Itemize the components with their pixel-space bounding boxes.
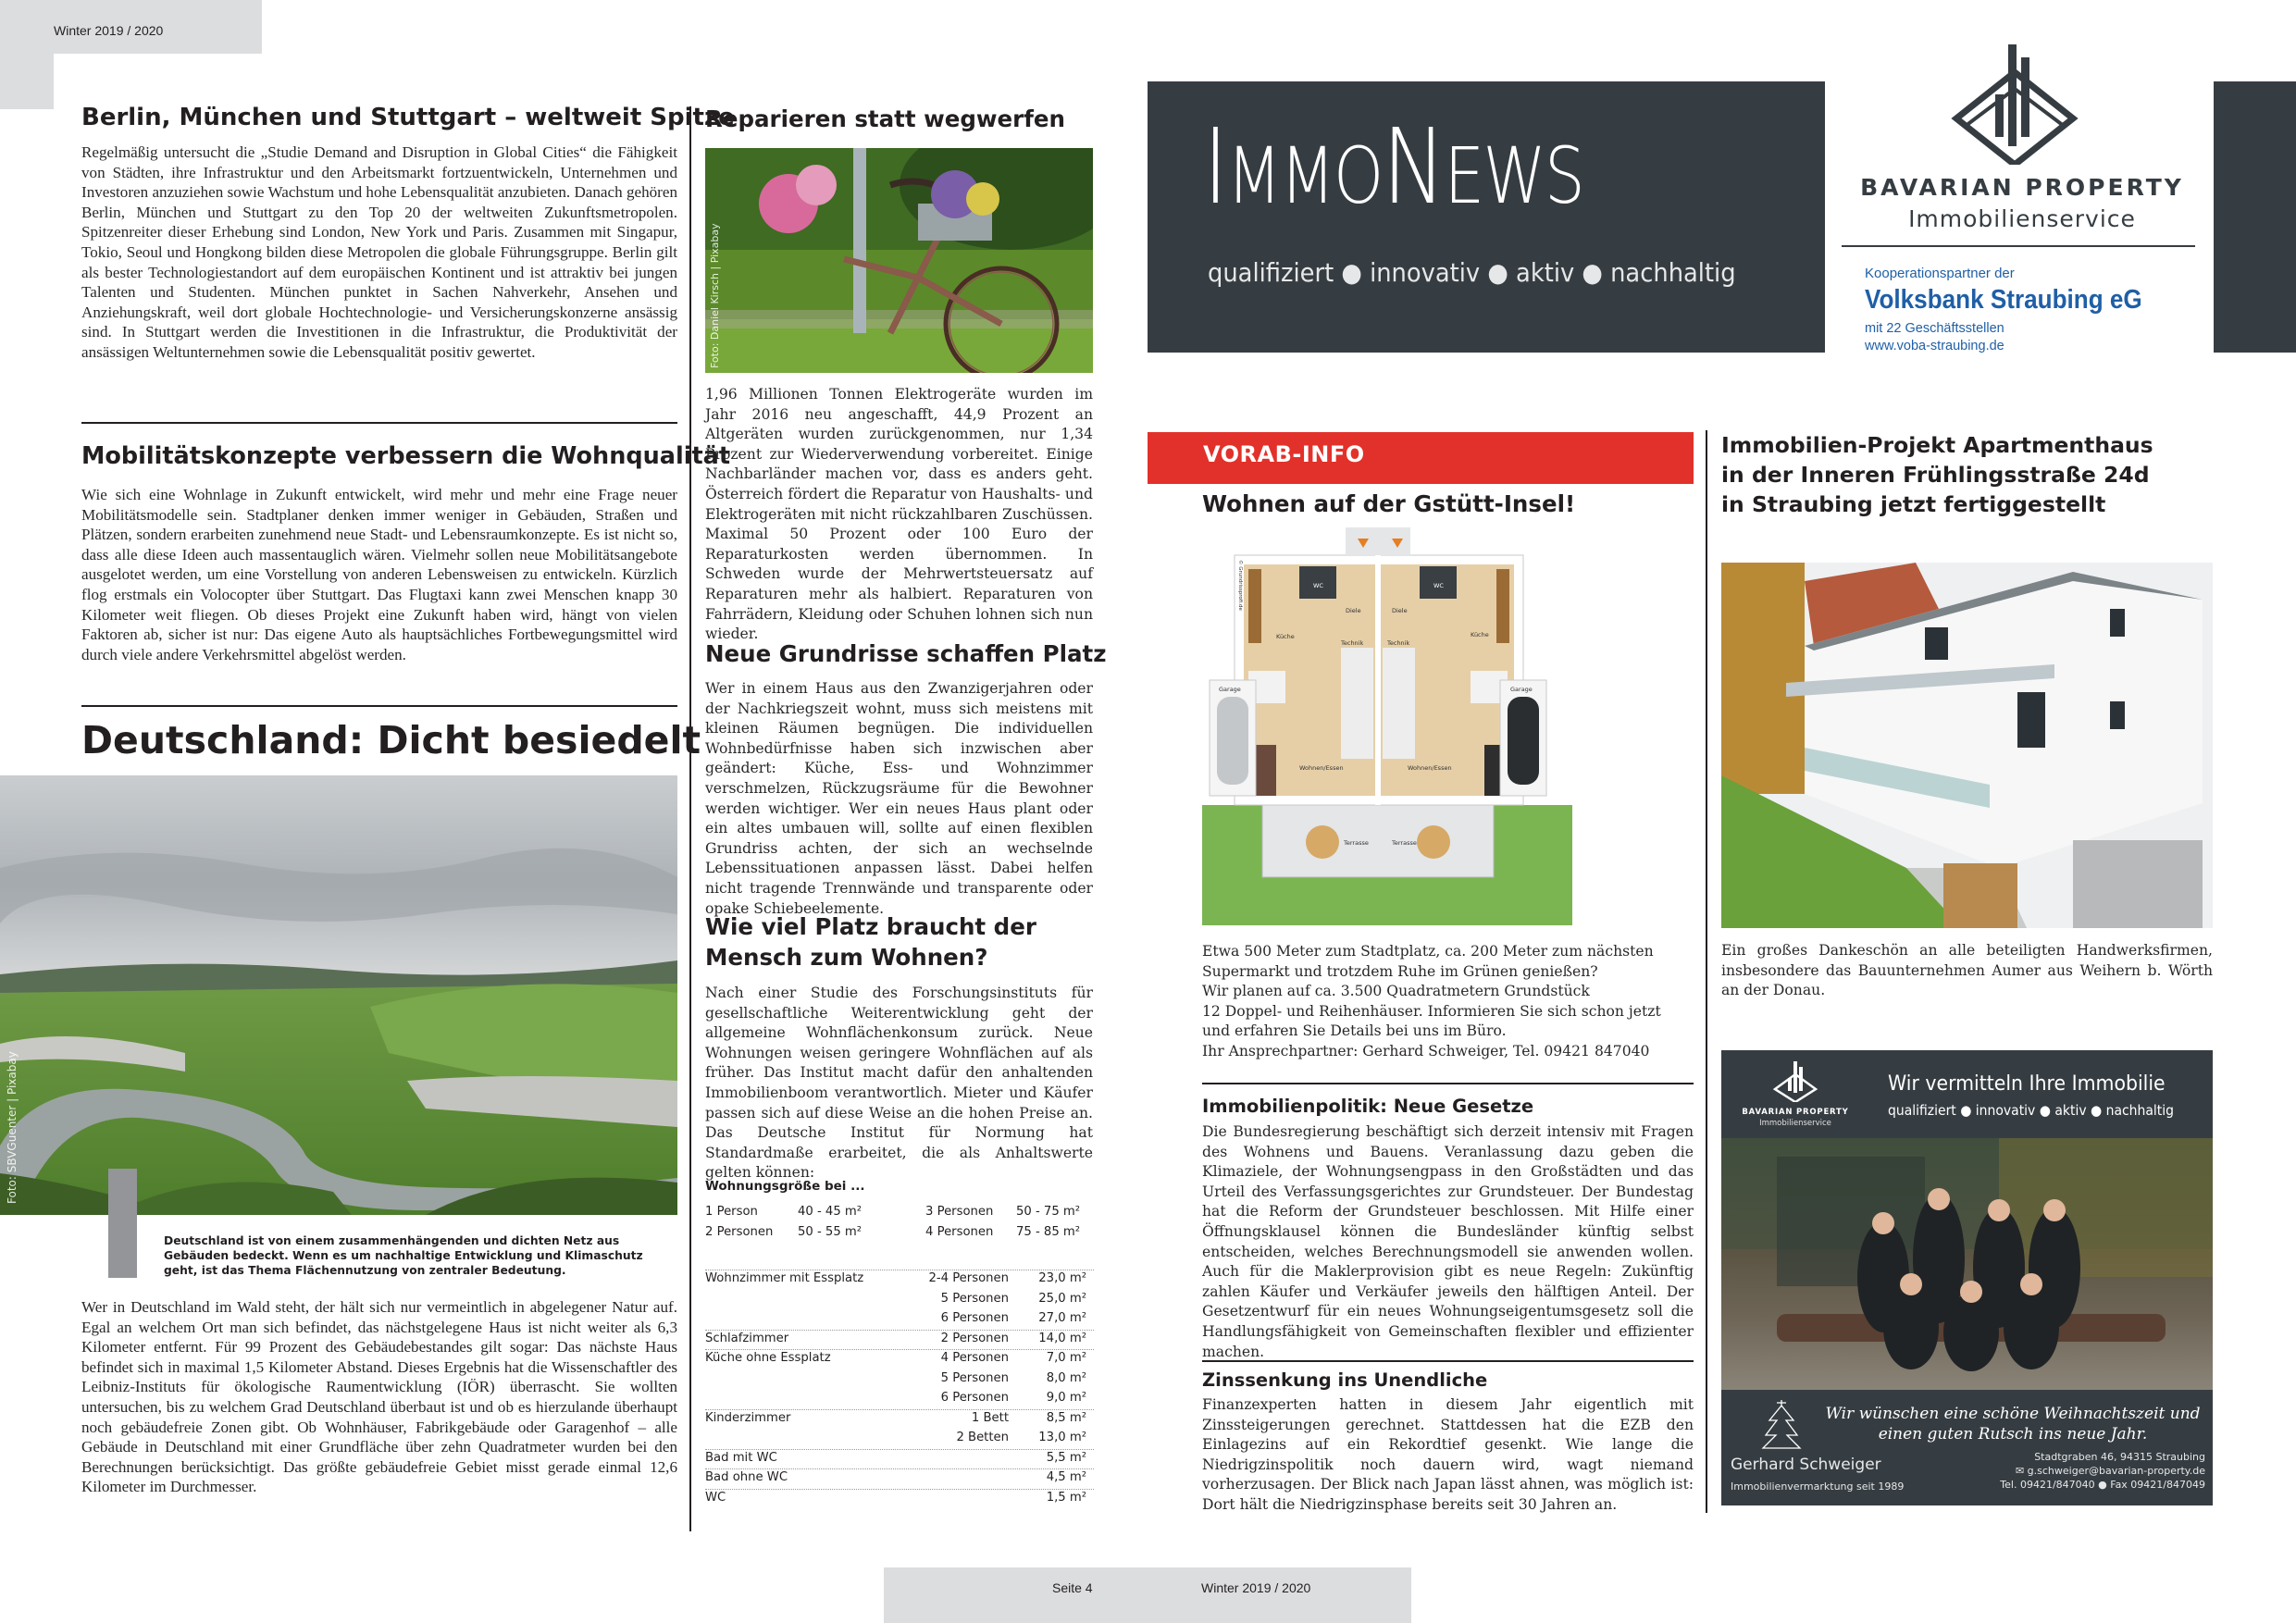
vorab-body-line: Ihr Ansprechpartner: Gerhard Schweiger, Tel. 09421 847040 [1202,1042,1650,1059]
brand-name: BAVARIAN PROPERTY [1860,174,2184,201]
partner-branches: mit 22 Geschäftsstellen [1865,321,2004,336]
footer-bar [884,1567,1411,1623]
area-cell: 4,5 m² [1046,1470,1086,1484]
column-divider [1706,430,1707,967]
table-row [705,1371,1094,1392]
vorab-body-line: 12 Doppel- und Reihenhäuser. Informieren Sie sich schon jetzt [1202,1002,1661,1020]
caption-accent-bar [108,1169,137,1278]
plan-copyright: © Grundrissprofi.de [1237,560,1243,611]
persons-cell: 1 Person [705,1205,758,1219]
photo-caption: Deutschland ist von einem zusammenhängenden und dichten Netz aus Gebäuden bedeckt. Wenn es um nachhaltige Entwicklung und Klimaschutz geht, ist das Thema Flächennutzung von zentraler Bedeutung. [164,1234,643,1277]
room-cell: Wohnzimmer mit Essplatz [705,1271,864,1285]
photo-credit: Foto: SBVGuenter | Pixabay [6,1051,19,1204]
ad-contact-details [2000,1450,2205,1492]
article-title-space [705,911,1036,973]
area-cell: 7,0 m² [1046,1351,1086,1365]
bavarian-property-logo-icon [1936,44,2093,165]
article-body-repair: 1,96 Millionen Tonnen Elektrogeräte wurden im Jahr 2016 neu angeschafft, 44,9 Prozent an Altgeräten wurden zurückgenommen, nur 1,34 Prozent zur Wiederverwendung vorbereitet. Einige Nachbarländer machen vor, dass es anders geht. Österreich fördert die Reparatur von Haushalts- und Elektrogeräten mit nicht rückzahlbaren Zuschüssen. Maximal 50 Prozent oder 100 Euro der Reparaturkosten werden übernommen. In Schweden wurde der Mehrwertsteuersatz auf Reparaturen mehr als halbiert. Reparaturen von Fahrrädern, Kleidung oder Schuhen lohnen sich nun wieder. [705,386,1093,643]
ad-phone-fax: Tel. 09421/847040 ● Fax 09421/847049 [2000,1479,2205,1491]
article-body-deutschland: Wer in Deutschland im Wald steht, der hält sich nur vermeintlich in abgelegener Natur auf. Egal an welchem Ort man sich befindet, das nächstgelegene Haus ist nicht weiter als 6,3 Kilometer entfernt. Für 99 Prozent des Gebäudebestandes gilt sogar: Das nächste Haus befindet sich in maximal 1,5 Kilometer Abstand. Dieses Ergebnis hat die Wissenschaftler des Leibniz-Instituts für ökologische Raumentwicklung (IÖR) überrascht. Sie wollten untersuchen, bis zu welchem Grad Deutschland überbaut ist und ob es hierzulande überhaupt noch gebäudefreie Zonen gibt. Ob Wohnhäuser, Fabrikgebäude oder Garagenhof – alle Gebäude in Deutschland mit einer Grundfläche über zehn Quadratmeter wurden bei den Berechnungen berücksichtigt. Das größte gebäudefreie Gebiet misst gerade einmal 12,6 Kilometer im Durchmesser. [81,1298,677,1496]
politics-body: Die Bundesregierung beschäftigt sich derzeit intensiv mit Fragen des Wohnens und Bauens. Veranlassung dazu geben die Klimaziele, der Wohnungsengpass in den Großstädten und das Urteil des Verfassungsgerichtes zur Grundsteuer. Der Bundestag hat die Reform der Grundsteuer beschlossen. Mit Hilfe einer Öffnungsklausel können die Bundesländer künftig selbst entscheiden, welches Berechnungsmodell sie anwenden wollen. Auch für die Maklerprovision gibt es neue Regeln: Zukünftig zahlen Käufer und Verkäufer jeweils den hälftigen Anteil. Der Gesetzentwurf für ein neues Wohnungseigentumsgesetz soll die Handlungsfähigkeit von Gemeinschaften flexibler und effizienter machen. [1202,1123,1694,1360]
article-title-repair: Reparieren statt wegwerfen [705,105,1065,132]
article-title-floorplans: Neue Grundrisse schaffen Platz [705,640,1107,667]
table-row [705,1205,1094,1225]
ad-contact-since: Immobilienvermarktung seit 1989 [1731,1481,1905,1493]
project-title-line1: Immobilien-Projekt Apartmenthaus [1721,432,2153,458]
ad-headline: Wir vermitteln Ihre Immobilie [1888,1072,2166,1096]
row-separator [705,1330,1094,1331]
christmas-tree-icon [1760,1398,1803,1450]
plan-label-kitchen: Küche [1471,631,1489,638]
article-body-floorplans: Wer in einem Haus aus den Zwanzigerjahren oder der Nachkriegszeit wohnt, muss sich meistens mit kleinen Räumen begnügen. Die individuellen Wohnbedürfnisse haben sich inzwischen aber geändert: Küche, Ess- und Wohnzimmer verschmelzen, Rückzugsräume für die Bewohner werden wichtiger. Wer ein neues Haus plant oder ein altes umbauen will, sollte auf einen flexiblen Grundriss achten, der sich an wechselnde Lebenssituationen anpassen lässt. Dabei helfen nicht tragende Trennwände und transparente oder opake Schiebeelemente. [705,680,1093,917]
occupancy-cell: 5 Personen [940,1370,1009,1385]
occupancy-cell: 4 Personen [940,1351,1009,1365]
section-rule [81,705,677,707]
plan-label-garage: Garage [1510,686,1533,693]
ad-greeting-line2: einen guten Rutsch ins neue Jahr. [1878,1425,2148,1443]
brand-subtitle: Immobilienservice [1908,205,2136,232]
article-body-space: Nach einer Studie des Forschungsinstituts für gesellschaftliche Weiterentwicklung geht der allgemeine Wohnflächenkonsum zurück. Neue Wohnungen weisen geringere Wohnflächen auf als früher. Das Institut macht dafür den anhaltenden Immobilienboom verantwortlich. Mieter und Käufer passen sich auf diese Weise an die hohen Preise an. Das Deutsche Institut für Normung hat Standardmaße erarbeitet, die als Anhaltswerte gelten können: [705,985,1093,1182]
table-row [705,1411,1094,1431]
area-cell: 50 - 75 m² [1016,1205,1081,1219]
table-title: Wohnungsgröße bei ... [705,1179,865,1194]
ad-email[interactable]: g.schweiger@bavarian-property.de [2027,1465,2205,1477]
room-cell: Bad ohne WC [705,1470,788,1484]
plan-label-living: Wohnen/Essen [1299,764,1344,772]
table-row [705,1491,1094,1511]
row-separator [705,1468,1094,1469]
occupancy-cell: 6 Personen [940,1391,1009,1405]
vorab-body [1202,942,1702,1062]
plan-label-wc: WC [1313,582,1323,589]
occupancy-cell: 1 Bett [971,1410,1009,1425]
area-cell: 25,0 m² [1038,1291,1086,1306]
area-cell: 8,5 m² [1046,1410,1086,1425]
area-cell: 14,0 m² [1038,1331,1086,1345]
occupancy-cell: 2 Betten [956,1431,1009,1444]
ad-greeting [1823,1404,2203,1444]
area-cell: 75 - 85 m² [1016,1225,1081,1239]
persons-cell: 4 Personen [925,1225,994,1239]
article-title-berlin: Berlin, München und Stuttgart – weltweit Spitze [81,104,735,131]
area-cell: 9,0 m² [1046,1391,1086,1405]
table-row [705,1292,1094,1312]
vorab-body-line: Wir planen auf ca. 3.500 Quadratmetern Grundstück [1202,983,1590,1000]
area-cell: 13,0 m² [1038,1431,1086,1444]
area-cell: 8,0 m² [1046,1370,1086,1385]
occupancy-cell: 2-4 Personen [928,1271,1009,1285]
ad-logo-icon [1769,1061,1821,1102]
article-body-mobility: Wie sich eine Wohnlage in Zukunft entwickelt, wird mehr und mehr eine Frage neuer Mobilitätsmodelle sein. Stadtplaner denken immer weniger in Gebäuden, Straßen und Plätzen, sondern erarbeiten zunehmend neue Stadt- und Lebensraumkonzepte. Es ist nicht so, dass alle diese Ideen auch massentauglich wären. Vielmehr sollen neue Mobilitätsangebote ausgelotet werden, um eine Vorstellung von anderen Lebensweisen zu entwickeln. Kürzlich flog erstmals ein Volocopter über Stuttgart. Das Flugtaxi kann zwei Menschen knapp 30 Kilometer weit fliegen. Ob dieses Projekt eine Zukunft haben wird, hängt von vielen Faktoren ab, sicher ist nur: Das eigene Auto als hauptsächliches Fortbewegungsmittel wird durch viele andere Verkehrsmittel abgelöst werden. [81,486,677,663]
vorab-title: Wohnen auf der Gstütt-Insel! [1202,490,1576,517]
ad-brand-name: BAVARIAN PROPERTY [1742,1108,1849,1117]
brand-divider [1842,245,2195,247]
plan-label-hall: Diele [1346,607,1361,614]
partner-url[interactable]: www.voba-straubing.de [1865,339,2004,353]
project-title-line2: in der Inneren Frühlingsstraße 24d [1721,462,2150,488]
ad-tagline: qualifiziert ● innovativ ● aktiv ● nachhaltig [1888,1102,2174,1119]
decorative-bar [2214,81,2296,353]
living-space-table [705,1179,1094,1521]
advertisement [1721,1050,2213,1505]
table-row [705,1225,1094,1245]
ad-greeting-line1: Wir wünschen eine schöne Weihnachtszeit und [1825,1405,2201,1423]
room-cell: Bad mit WC [705,1450,777,1465]
column-divider [689,106,691,1531]
article-title-mobility: Mobilitätskonzepte verbessern die Wohnqualität [81,442,731,470]
area-cell: 50 - 55 m² [798,1225,863,1239]
team-photo [1721,1138,2213,1390]
partner-label: Kooperationspartner der [1865,266,2015,281]
area-cell: 27,0 m² [1038,1311,1086,1325]
plan-label-living: Wohnen/Essen [1408,764,1452,772]
persons-cell: 2 Personen [705,1225,774,1239]
row-separator [705,1409,1094,1410]
footer-date: Winter 2019 / 2020 [1201,1580,1311,1595]
table-row [705,1271,1094,1292]
project-title [1721,430,2153,519]
vorab-body-line: Supermarkt und trotzdem Ruhe im Grünen genießen? [1202,962,1598,980]
ad-address: Stadtgraben 46, 94315 Straubing [2034,1451,2205,1463]
column-divider [1706,967,1707,1513]
section-rule [1202,1360,1694,1362]
mail-icon: ✉ [2015,1465,2028,1477]
plan-label-kitchen: Küche [1276,633,1295,640]
room-cell: Kinderzimmer [705,1410,791,1425]
plan-label-hall: Diele [1392,607,1408,614]
interest-title: Zinssenkung ins Unendliche [1202,1369,1488,1391]
plan-label-terrace: Terrasse [1344,839,1369,847]
occupancy-cell: 6 Personen [940,1311,1009,1325]
vorab-body-line: Etwa 500 Meter zum Stadtplatz, ca. 200 Meter zum nächsten [1202,943,1654,960]
interest-body: Finanzexperten hatten in diesem Jahr eigentlich mit Zinssteigerungen gerechnet. Stattdessen hat die EZB den Einlagezins auf ein Rekordtief gesenkt. Wie lange die Niedrigzinspolitik noch dauern wird, wagt niemand vorherzusagen. Der Blick nach Japan lässt ahnen, was möglich ist: Dort hält die Niedrigzinsphase bereits seit 30 Jahren an. [1202,1396,1694,1513]
plan-label-tech: Technik [1341,639,1364,647]
vorab-info-label: VORAB-INFO [1203,441,1365,467]
area-cell: 5,5 m² [1046,1450,1086,1465]
row-separator [705,1349,1094,1350]
occupancy-cell: 2 Personen [940,1331,1009,1345]
persons-cell: 3 Personen [925,1205,994,1219]
corner-tab [0,54,54,109]
masthead-tagline: qualifiziert ● innovativ ● aktiv ● nachhaltig [1208,257,1736,288]
landscape-photo [0,775,677,1215]
apartment-building-photo [1721,563,2213,928]
article-body-berlin: Regelmäßig untersucht die „Studie Demand and Disruption in Global Cities“ die Fähigkeit von Städten, ihre Infrastruktur und den Arbeitsmarkt fortzuentwickeln, Unternehmen und Investoren anzuziehen sowie Wachstum und hohe Lebensqualität anzubieten. Danach gehören Berlin, München und Stuttgart zu den Top 20 der weltweiten Zukunftsmetropolen. Spitzenreiter dieser Erhebung sind London, New York und Paris. Zusammen mit Singapur, Tokio, Seoul und Hongkong bilden diese Metropolen die globale Führungsgruppe. Berlin gilt als bester Technologiestandort auf dem europäischen Kontinent und ist attraktiv bei jungen Talenten und Studenten. München punktet in Sachen Nahverkehr, Ansehen und Anziehungskraft, weil dort globale Hochtechnologie- und Versicherungskonzerne ansässig sind. In Stuttgart werden die Investitionen in die Infrastruktur, die Produktivität der ansässigen Weltunternehmen sowie die Lebensqualität positiv gewertet. [81,143,677,361]
article-title-space-line2: Mensch zum Wohnen? [705,944,988,971]
section-rule [81,422,677,424]
bicycle-photo [705,148,1093,373]
room-cell: WC [705,1490,726,1505]
article-title-deutschland: Deutschland: Dicht besiedelt [81,718,701,762]
project-title-line3: in Straubing jetzt fertiggestellt [1721,491,2106,517]
section-rule [1202,1083,1694,1084]
area-cell: 23,0 m² [1038,1271,1086,1285]
row-separator [705,1489,1094,1490]
vorab-body-line: und erfahren Sie Details bei uns im Büro. [1202,1022,1507,1040]
room-cell: Küche ohne Essplatz [705,1351,831,1365]
area-cell: 40 - 45 m² [798,1205,863,1219]
partner-bank-name: Volksbank Straubing eG [1865,285,2142,315]
project-body: Ein großes Dankeschön an alle beteiligten Handwerksfirmen, insbesondere das Bauunternehmen Aumer aus Weihern b. Wörth an der Donau. [1721,942,2213,999]
floor-plan-image [1202,527,1572,925]
politics-title: Immobilienpolitik: Neue Gesetze [1202,1096,1534,1117]
area-cell: 1,5 m² [1046,1490,1086,1505]
room-cell: Schlafzimmer [705,1331,789,1345]
photo-credit: Foto: Daniel Kirsch | Pixabay [709,223,721,368]
ad-brand-subtitle: Immobilienservice [1759,1119,1831,1128]
ad-contact-name: Gerhard Schweiger [1731,1456,1881,1474]
occupancy-cell: 5 Personen [940,1291,1009,1306]
masthead-title: IMMONEWS [1203,107,1584,228]
row-separator [705,1449,1094,1450]
table-row [705,1351,1094,1371]
plan-label-tech: Technik [1387,639,1410,647]
footer-page-number: Seite 4 [1052,1580,1093,1595]
plan-label-wc: WC [1433,582,1444,589]
plan-label-terrace: Terrasse [1392,839,1417,847]
header-date: Winter 2019 / 2020 [54,23,164,38]
article-title-space-line1: Wie viel Platz braucht der [705,913,1036,940]
plan-label-garage: Garage [1219,686,1241,693]
